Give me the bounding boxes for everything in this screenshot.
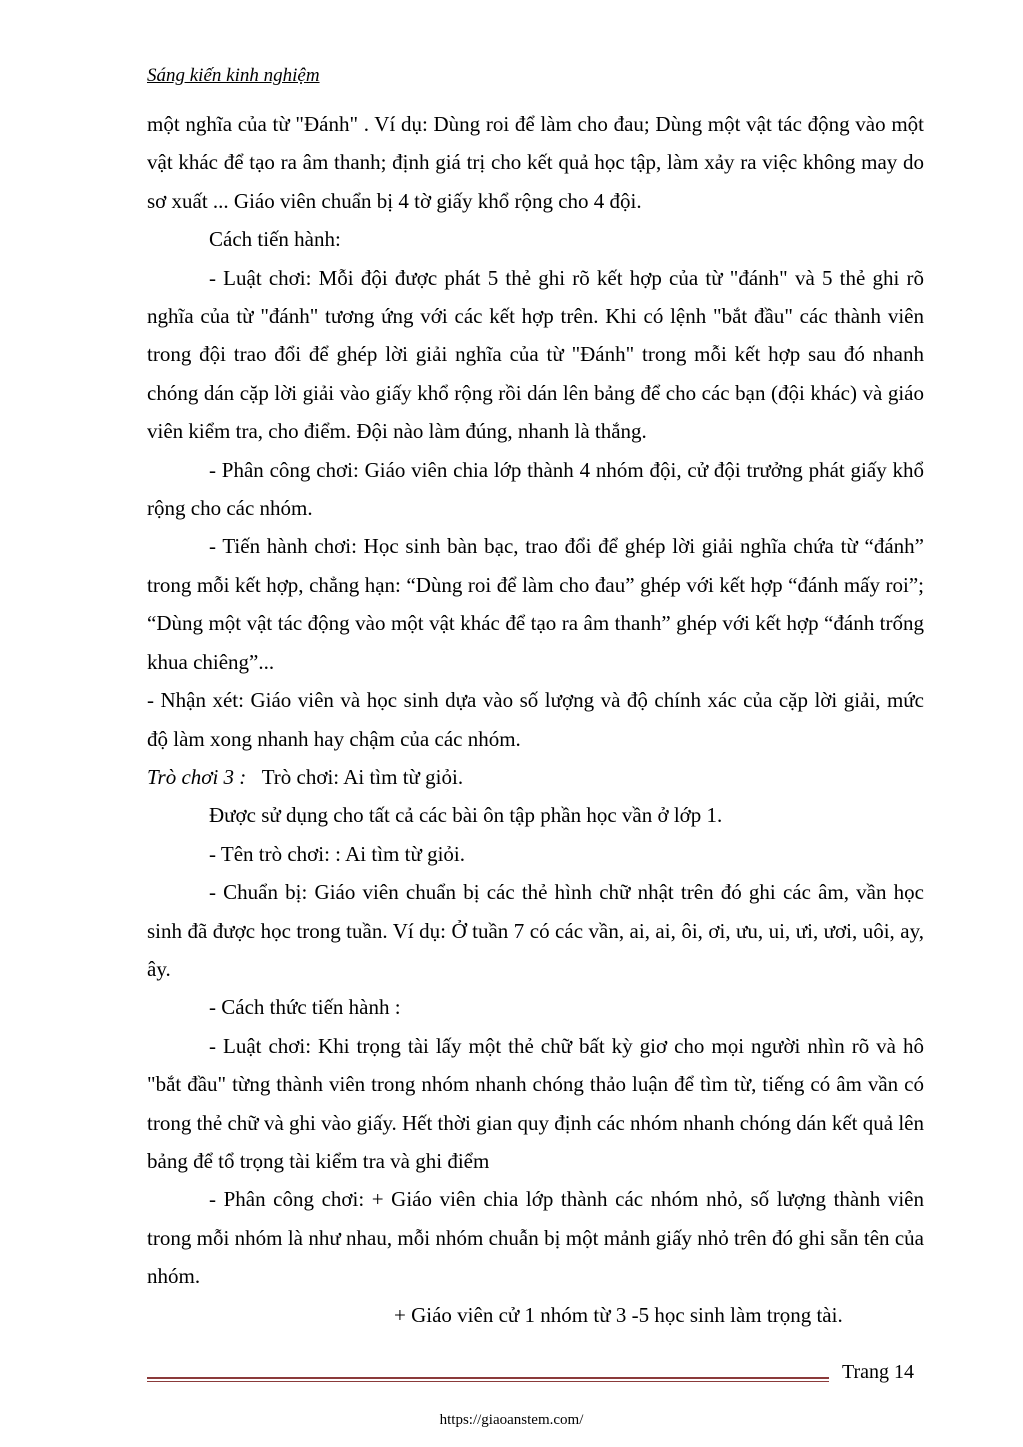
paragraph: - Phân công chơi: Giáo viên chia lớp thành 4 nhóm đội, cử đội trưởng phát giấy khổ rộng cho các nhóm. <box>147 457 924 521</box>
footer-url: https://giaoanstem.com/ <box>439 1412 584 1428</box>
paragraph: + Giáo viên cử 1 nhóm từ 3 -5 học sinh làm trọng tài. <box>394 1302 843 1327</box>
paragraph: Cách tiến hành: <box>209 227 341 252</box>
paragraph: - Nhận xét: Giáo viên và học sinh dựa vào số lượng và độ chính xác của cặp lời giải, mức độ làm xong nhanh hay chậm của các nhóm. <box>147 688 924 751</box>
footer-line-thin <box>147 1381 829 1382</box>
document-body <box>147 105 924 1334</box>
page-number: Trang 14 <box>842 1361 915 1383</box>
paragraph: - Cách thức tiến hành : <box>209 995 401 1020</box>
paragraph: - Tiến hành chơi: Học sinh bàn bạc, trao đổi để ghép lời giải nghĩa chứa từ “đánh” trong mỗi kết hợp, chẳng hạn: “Dùng roi để làm cho đau” ghép với kết hợp “đánh mấy roi”; “Dùng một vật tác động vào một vật khác để tạo ra âm thanh” ghép với kết hợp “đánh trống khua chiêng”... <box>147 534 924 674</box>
footer-line-thick <box>147 1377 829 1379</box>
paragraph: - Tên trò chơi: : Ai tìm từ giỏi. <box>209 841 465 866</box>
paragraph: Được sử dụng cho tất cả các bài ôn tập phần học vần ở lớp 1. <box>209 803 723 828</box>
paragraph: - Phân công chơi: + Giáo viên chia lớp thành các nhóm nhỏ, số lượng thành viên trong mỗi nhóm là như nhau, mỗi nhóm chuẫn bị một mảnh giấy nhỏ trên đó ghi sẵn tên của nhóm. <box>147 1187 924 1289</box>
paragraph: - Luật chơi: Mỗi đội được phát 5 thẻ ghi rõ kết hợp của từ "đánh" và 5 thẻ ghi rõ nghĩa của từ "đánh" tương ứng với các kết hợp trên. Khi có lệnh "bắt đầu" các thành viên trong đội trao đổi để ghép lời giải nghĩa của từ "Đánh" trong mỗi kết hợp sau đó nhanh chóng dán cặp lời giải vào giấy khổ rộng rồi dán lên bảng để cho các bạn (đội khác) và giáo viên kiểm tra, cho điểm. Đội nào làm đúng, nhanh là thắng. <box>147 265 924 444</box>
paragraph: - Chuẩn bị: Giáo viên chuẩn bị các thẻ hình chữ nhật trên đó ghi các âm, vần học sinh đã được học trong tuần. Ví dụ: Ở tuần 7 có các vần, ai, ai, ôi, ơi, ưu, ui, ưi, ươi, uôi, ay, ây. <box>147 880 924 981</box>
game-title: Trò chơi: Ai tìm từ giỏi. <box>261 764 464 789</box>
footer-divider <box>147 1377 829 1383</box>
paragraph: - Luật chơi: Khi trọng tài lấy một thẻ chữ bất kỳ giơ cho mọi người nhìn rõ và hô "bắt đầu" từng thành viên trong nhóm nhanh chóng thảo luận để tìm từ, tiếng có âm vần có trong thẻ chữ và ghi vào giấy. Hết thời gian quy định các nhóm nhanh chóng dán kết quả lên bảng để tổ trọng tài kiểm tra và ghi điểm <box>147 1033 924 1173</box>
paragraph: một nghĩa của từ "Đánh" . Ví dụ: Dùng roi để làm cho đau; Dùng một vật tác động vào một vật khác để tạo ra âm thanh; định giá trị cho kết quả học tập, làm xảy ra việc không may do sơ xuất ... Giáo viên chuẩn bị 4 tờ giấy khổ rộng cho 4 đội. <box>147 112 924 213</box>
game-label: Trò chơi 3 : <box>147 764 247 789</box>
page-header: Sáng kiến kinh nghiệm <box>147 65 320 86</box>
game-heading <box>147 758 924 796</box>
